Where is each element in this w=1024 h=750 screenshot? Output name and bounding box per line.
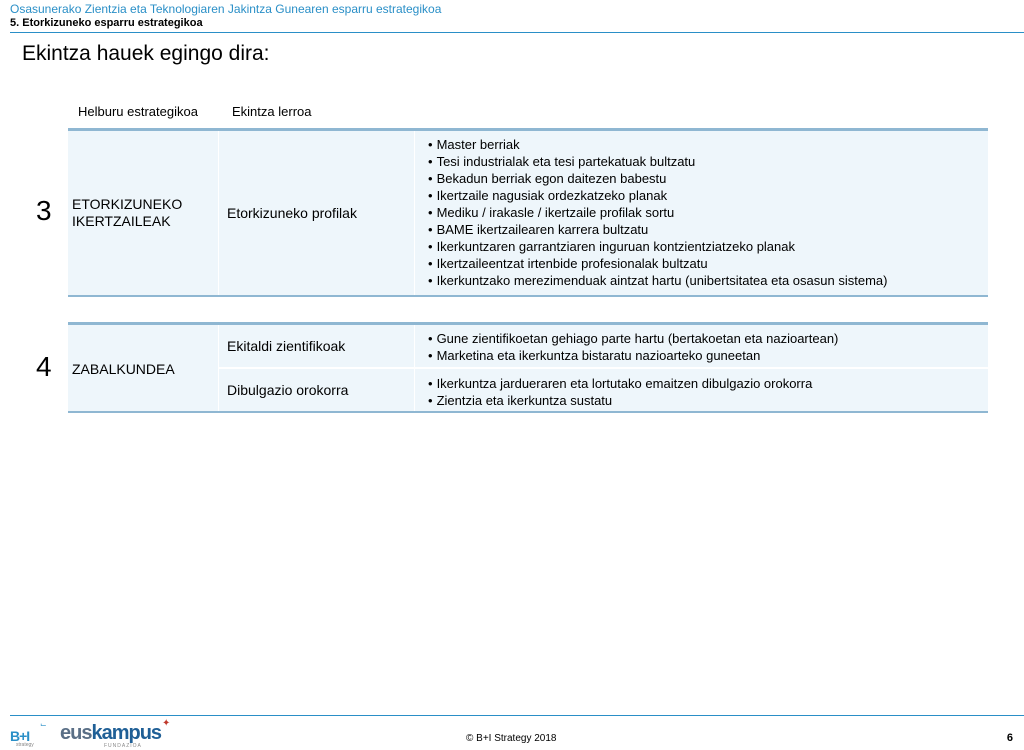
action-line-label: Dibulgazio orokorra bbox=[227, 382, 349, 398]
column-heading-goal: Helburu estrategikoa bbox=[78, 104, 198, 119]
footer-divider bbox=[10, 715, 1024, 716]
action-line-label: Etorkizuneko profilak bbox=[227, 205, 357, 221]
action-item: • Ikerkuntzaren garrantziaren inguruan kontzientziatzeko planak bbox=[428, 238, 887, 255]
goal-number: 4 bbox=[36, 351, 52, 382]
footer-copyright: © B+I Strategy 2018 bbox=[466, 733, 557, 744]
action-item: • BAME ikertzailearen karrera bultzatu bbox=[428, 221, 887, 238]
page-title: Ekintza hauek egingo dira: bbox=[22, 42, 270, 65]
logo-euskampus-part1: eus bbox=[60, 722, 92, 744]
goal-label bbox=[72, 361, 175, 378]
action-item: • Ikertzaileentzat irtenbide profesionalak bultzatu bbox=[428, 255, 887, 272]
goal-label-line: IKERTZAILEAK bbox=[72, 213, 171, 229]
page-number: 6 bbox=[1006, 732, 1013, 744]
action-item: • Master berriak bbox=[428, 136, 887, 153]
column-divider bbox=[414, 131, 415, 295]
column-heading-line: Ekintza lerroa bbox=[232, 104, 312, 119]
goal-label bbox=[72, 196, 182, 230]
action-item: • Ikerkuntza jardueraren eta lortutako emaitzen dibulgazio orokorra bbox=[428, 375, 812, 392]
header-section-title: 5. Etorkizuneko esparru estrategikoa bbox=[10, 17, 203, 29]
action-item: • Bekadun berriak egon daitezen babestu bbox=[428, 170, 887, 187]
header-document-title: Osasunerako Zientzia eta Teknologiaren Jakintza Gunearen esparru estrategikoa bbox=[10, 2, 442, 16]
euskampus-logo bbox=[60, 718, 175, 749]
action-item: • Ikerkuntzako merezimenduak aintzat hartu (unibertsitatea eta osasun sistema) bbox=[428, 272, 887, 289]
action-line-label: Ekitaldi zientifikoak bbox=[227, 338, 346, 354]
logo-euskampus-text bbox=[60, 722, 161, 745]
action-list bbox=[428, 330, 838, 364]
action-item: • Mediku / irakasle / ikertzaile profilak sortu bbox=[428, 204, 887, 221]
logo-bi-subtitle: strategy bbox=[16, 742, 34, 748]
goal-label-line: ETORKIZUNEKO bbox=[72, 196, 183, 212]
header-divider bbox=[10, 32, 1024, 33]
action-item: • Tesi industrialak eta tesi partekatuak bultzatu bbox=[428, 153, 887, 170]
logo-euskampus-subtitle: FUNDAZIOA bbox=[104, 743, 142, 749]
logo-bi-text: B+I bbox=[10, 728, 30, 744]
action-item: • Zientzia eta ikerkuntza sustatu bbox=[428, 392, 812, 409]
row-divider bbox=[219, 367, 988, 369]
goal-number: 3 bbox=[36, 195, 52, 226]
logo-sparkle-icon: ✦ bbox=[162, 718, 171, 729]
action-item: • Gune zientifikoetan gehiago parte hartu (bertakoetan eta nazioartean) bbox=[428, 330, 838, 347]
action-list bbox=[428, 136, 887, 289]
goal-label-line: ZABALKUNDEA bbox=[72, 361, 175, 377]
logo-corner-mark-icon: ⌙ bbox=[40, 720, 47, 729]
action-item: • Marketina eta ikerkuntza bistaratu nazioarteko guneetan bbox=[428, 347, 838, 364]
logo-euskampus-part2: kampus bbox=[91, 722, 162, 744]
action-list bbox=[428, 375, 812, 409]
table-bottom-rule bbox=[68, 411, 988, 413]
column-divider bbox=[218, 131, 219, 295]
action-item: • Ikertzaile nagusiak ordezkatzeko planak bbox=[428, 187, 887, 204]
bi-strategy-logo bbox=[10, 720, 46, 748]
table-bottom-rule bbox=[68, 295, 988, 297]
